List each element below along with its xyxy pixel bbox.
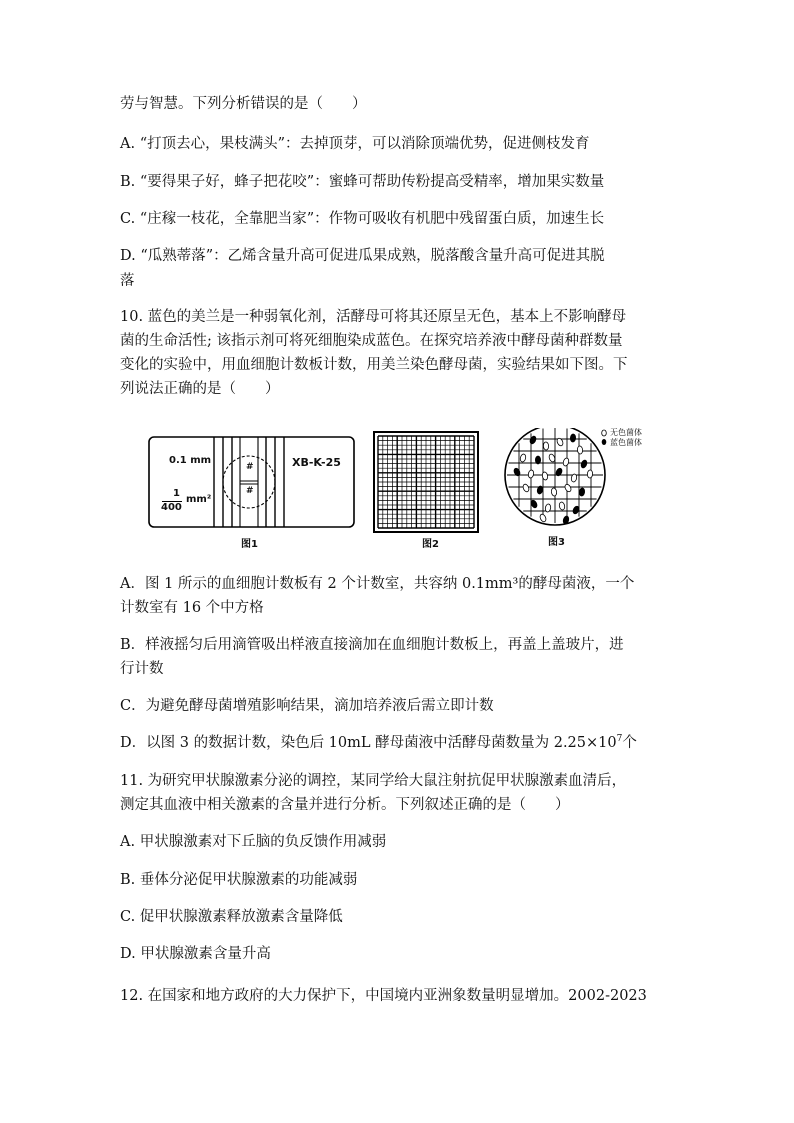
- fig2-caption: 图2: [422, 539, 439, 550]
- question-10: 10. 蓝色的美兰是一种弱氧化剂，活酵母可将其还原呈无色，基本上不影响酵母: [120, 309, 627, 325]
- question-10-line4: 列说法正确的是（ ）: [120, 381, 280, 397]
- colorless-cell: [564, 483, 573, 493]
- colorless-cell: [587, 470, 593, 478]
- question-12: 12. 在国家和地方政府的大力保护下，中国境内亚洲象数量明显增加。2002-2023: [120, 988, 647, 1004]
- fig3-microscope-view: [505, 428, 606, 525]
- blue-cell: [535, 456, 540, 464]
- answer-a-cont: 计数室有 16 个中方格: [120, 600, 264, 616]
- q11-option-d: D. 甲状腺激素含量升高: [120, 946, 271, 962]
- fig1-square-mark: #: [246, 462, 254, 472]
- answer-d-unit: 个: [622, 735, 637, 751]
- question-11: 11. 为研究甲状腺激素分泌的调控，某同学给大鼠注射抗促甲状腺激素血清后，: [120, 773, 627, 789]
- answer-d: [120, 733, 637, 753]
- answer-b: B．样液摇匀后用滴管吸出样液直接滴加在血细胞计数板上，再盖上盖玻片，进: [120, 637, 624, 653]
- fig1-square-mark: #: [246, 486, 254, 496]
- question-11-line2: 测定其血液中相关激素的含量并进行分析。下列叙述正确的是（ ）: [120, 797, 570, 813]
- fig1-model-label: XB-K-25: [292, 456, 341, 469]
- fig1-caption: 图1: [241, 539, 258, 550]
- colorless-cell: [519, 453, 526, 462]
- figure-svg: [148, 428, 688, 553]
- colorless-cell: [539, 513, 547, 522]
- legend-blue-label: 蓝色菌体: [610, 438, 642, 447]
- fig1-area-unit: mm²: [186, 494, 212, 505]
- text-line: 劳与智慧。下列分析错误的是（ ）: [120, 96, 367, 112]
- colorless-cell: [551, 488, 557, 497]
- colorless-cell: [577, 446, 583, 454]
- fig1-area-numerator: 1: [173, 488, 180, 499]
- colorless-cell: [528, 470, 535, 479]
- fig1-depth-label: 0.1 mm: [169, 455, 212, 466]
- fig1-counting-board: [149, 437, 354, 527]
- blue-cell: [570, 434, 576, 442]
- fig2-grid: [374, 432, 478, 532]
- legend-colorless-label: 无色菌体: [610, 428, 642, 437]
- answer-b-cont: 行计数: [120, 661, 164, 677]
- legend-colorless-marker: [602, 430, 607, 436]
- answer-d-exponent: 7: [616, 734, 623, 745]
- colorless-cell: [562, 457, 569, 466]
- colorless-cell: [522, 483, 530, 492]
- blue-cell: [529, 435, 537, 444]
- answer-d-text: D．以图 3 的数据计数，染色后 10mL 酵母菌液中活酵母菌数量为 2.25×10: [120, 735, 617, 751]
- answer-a: A．图 1 所示的血细胞计数板有 2 个计数室，共容纳 0.1mm³的酵母菌液，一个: [120, 576, 635, 592]
- option-a: A. “打顶去心，果枝满头”：去掉顶芽，可以消除顶端优势，促进侧枝发育: [120, 136, 590, 152]
- legend-blue-marker: [602, 439, 607, 445]
- blue-cell: [580, 459, 588, 468]
- option-c: C. “庄稼一枝花，全靠肥当家”：作物可吸收有机肥中残留蛋白质，加速生长: [120, 211, 605, 227]
- option-d-cont: 落: [120, 273, 135, 289]
- q11-option-a: A. 甲状腺激素对下丘脑的负反馈作用减弱: [120, 834, 387, 850]
- blue-cell: [579, 488, 585, 497]
- q11-option-c: C. 促甲状腺激素释放激素含量降低: [120, 909, 343, 925]
- colorless-cell: [543, 442, 549, 450]
- option-d: D. “瓜熟蒂落”：乙烯含量升高可促进瓜果成熟，脱落酸含量升高可促进其脱: [120, 248, 605, 264]
- fig1-area-denominator: 400: [161, 502, 182, 513]
- question-10-line2: 菌的生命活性; 该指示剂可将死细胞染成蓝色。在探究培养液中酵母菌种群数量: [120, 333, 623, 349]
- figure-counting-chamber: [148, 428, 688, 553]
- answer-c: C．为避免酵母菌增殖影响结果，滴加培养液后需立即计数: [120, 698, 494, 714]
- colorless-cell: [559, 502, 566, 511]
- fig3-caption: 图3: [548, 537, 565, 548]
- q11-option-b: B. 垂体分泌促甲状腺激素的功能减弱: [120, 872, 358, 888]
- option-b: B. “要得果子好，蜂子把花咬”：蜜蜂可帮助传粉提高受精率，增加果实数量: [120, 174, 605, 190]
- question-10-line3: 变化的实验中，用血细胞计数板计数，用美兰染色酵母菌，实验结果如下图。下: [120, 357, 628, 373]
